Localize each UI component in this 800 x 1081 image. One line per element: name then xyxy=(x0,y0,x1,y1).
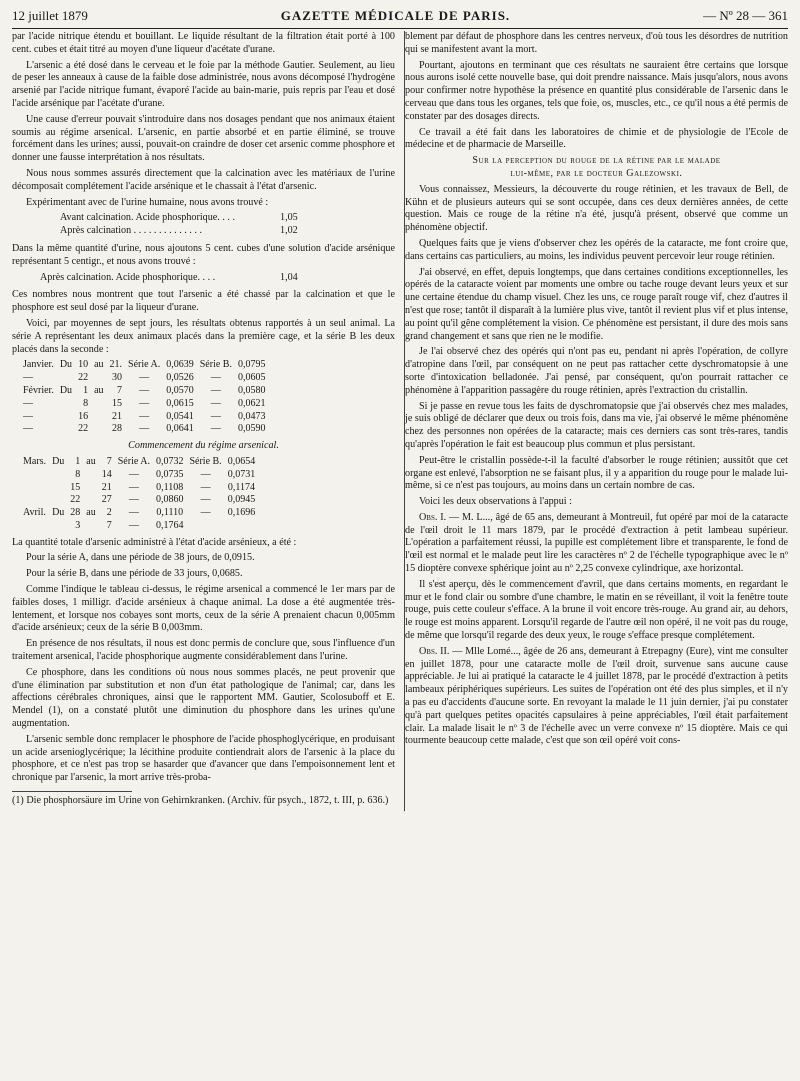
table-cell: 21. xyxy=(109,359,123,371)
table-cell: 21 xyxy=(101,481,112,493)
table-cell xyxy=(57,423,75,436)
table-row xyxy=(20,385,268,398)
table-cell: 0,1764 xyxy=(155,519,184,531)
measurement-row xyxy=(12,212,395,225)
table-cell: — xyxy=(128,468,139,480)
paragraph: Comme l'indique le tableau ci-dessus, le régime arsenical a commencé le 1er mars par de faibles doses, 1 milligr. d'acide arsénieux à chaque animal. La dose a été augmentée très-lentement, et lorsque nos cobayes sont morts, ceux de la série A prenaient chacun 0,005mm d'acide arsénieux; ceux de la série B 0,003mm. xyxy=(12,584,395,634)
table-cell: Janvier. xyxy=(23,359,54,371)
table-cell: — xyxy=(139,372,150,384)
table-cell: — xyxy=(200,468,211,480)
paragraph: Voici les deux observations à l'appui : xyxy=(419,496,572,508)
journal-title: GAZETTE MÉDICALE DE PARIS. xyxy=(280,8,511,23)
table-cell: — xyxy=(128,519,139,531)
table-cell: 0,0795 xyxy=(237,359,266,371)
table-cell: — xyxy=(200,507,211,519)
table-cell: Avril. xyxy=(23,507,46,519)
table-cell: 0,1174 xyxy=(227,481,255,493)
table-cell: 0,0731 xyxy=(227,468,256,480)
table-cell: — xyxy=(200,481,211,493)
table-cell: — xyxy=(210,384,221,396)
paragraph: Expérimentant avec de l'urine humaine, nous avons trouvé : xyxy=(26,196,269,208)
header-date: 12 juillet 1879 xyxy=(12,8,88,23)
table-caption: Commencement du régime arsenical. xyxy=(128,440,279,452)
table-cell: au xyxy=(86,507,96,519)
paragraph: L'arsenic semble donc remplacer le phosphore de l'acide phosphoglycérique, en produisant un acide arsenioglycérique; la lécithine produite contiendrait alors de l'arsenic à la place du phosphore, et ce n'est pas trop se hasarder que d'avancer que dans l'empoisonnement lent et chronique par l'arsenic, la mort arrive très-proba- xyxy=(12,733,395,784)
measurement-value: 1,02 xyxy=(280,225,298,237)
table-cell xyxy=(49,494,67,507)
table-cell xyxy=(91,423,106,436)
table-cell: — xyxy=(23,372,33,384)
paragraph: Il s'est aperçu, dès le commencement d'avril, que dans certains moments, en regardant le mur et le fond clair ou sombre d'une chambre, le matin en se réveillant, il voit la fenêtre toute rouge, puis cette couleur s'efface. A la brune il voit encore très-rouge. Au grand air, au dehors, le rouge est moins apparent. Lorsqu'il regarde de l'autre œil non opéré, il ne voit pas du rouge, de même que lorsqu'il regarde des deux yeux, le rouge s'efface presque complétement. xyxy=(405,578,788,642)
table-cell: — xyxy=(23,397,33,409)
paragraph: Nous nous sommes assurés directement que la calcination avec les matériaux de l'urine décomposait complétement l'acide arsénique et le chassait à l'état d'arsenic. xyxy=(12,167,395,192)
table-cell: 0,0605 xyxy=(237,372,266,384)
table-cell: 2 xyxy=(106,507,112,519)
footnote: (1) Die phosphorsäure im Urine von Gehirnkranken. (Archiv. für psych., 1872, t. III, p. 636.) xyxy=(12,795,389,807)
table-cell: — xyxy=(200,494,211,506)
table-cell: 7 xyxy=(117,384,123,396)
observation-label: Obs. I. xyxy=(419,511,447,523)
paragraph: Pour la série B, dans une période de 33 jours, 0,0685. xyxy=(26,568,243,580)
section-title-line-2: lui-même, par le docteur Galezowski. xyxy=(510,167,683,179)
paragraph: J'ai observé, en effet, depuis longtemps, que dans certaines conditions exceptionnelles, les opérés de la cataracte voient par moments une ombre ou tache rouge devant leurs yeux et sur une certaine étendue du champ visuel. Chez les uns, ce rouge paraît rouge vif, chez d'autres il n'est que rose; tantôt il disparaît à la lumière plus vive, tantôt il revient plus vif et plus intense, au point qu'il gêne complétement la vision. Ce phénomène est persistant, il dure des mois sans grand changement et sans que rien ne le modifie. xyxy=(405,266,788,342)
observation-paragraph xyxy=(405,512,788,576)
table-cell: 0,0570 xyxy=(166,384,194,396)
table-cell: Série B. xyxy=(189,455,222,467)
table-row xyxy=(20,411,268,424)
table-cell: 21 xyxy=(112,410,123,422)
table-cell: 16 xyxy=(78,410,89,422)
table-cell xyxy=(20,520,49,533)
table-cell: — xyxy=(139,410,150,422)
observation-text: — M. L..., âgé de 65 ans, demeurant à Montreuil, fut opéré par moi de la cataracte de l'œil droit le 11 mars 1879, par le procédé d'extraction à petit lambeau supérieur. L'opération a parfaitement réussi, la pupille est complétement libre et transparente, le fond de l'œil est normal et le malade peut lire les caractères nº 2 de l'échelle typographique avec le nº 15 dioptère convexe sphérique joint au nº 2,25 convexe cylindrique, axe horizontal. xyxy=(405,511,788,575)
table-cell: Du xyxy=(59,384,73,396)
section-title-line-1: Sur la perception du rouge de la rétine par le malade xyxy=(472,155,721,167)
table-cell: 14 xyxy=(101,468,112,480)
paragraph: Voici, par moyennes de sept jours, les résultats obtenus rapportés à un seul animal. La série A représentant les deux animaux placés dans la première cage, et la série B les deux placés dans la seconde : xyxy=(12,317,395,355)
results-table-before xyxy=(20,359,268,436)
table-cell: au xyxy=(86,455,96,467)
table-cell: 0,1110 xyxy=(156,507,184,519)
table-cell: Mars. xyxy=(23,455,47,467)
table-cell: Du xyxy=(52,455,65,467)
two-column-body xyxy=(12,31,788,811)
measurement-list xyxy=(12,272,395,285)
paragraph: Dans la même quantité d'urine, nous ajoutons 5 cent. cubes d'une solution d'acide arsénique représentant 5 centigr., et nous avons trouvé : xyxy=(12,242,395,267)
table-cell: 15 xyxy=(112,397,123,409)
paragraph: Vous connaissez, Messieurs, la découverte du rouge rétinien, et les travaux de Bell, de Kühn et de plusieurs auteurs qui se sont occupée, dans ces deux dernières années, de cette question. Mais ce rouge de la rétine n'a été, jusqu'à présent, observé que comme un phénomène objectif. xyxy=(405,183,788,234)
measurement-label: Après calcination. Acide phosphorique. . . . xyxy=(40,271,216,283)
paragraph: Pourtant, ajoutons en terminant que ces résultats ne sauraient être certains que lorsque nous aurons isolé cette nouvelle base, qui doit prendre naissance. Mais jusqu'alors, nous avons pour confirmer notre hypothèse la présence en quantité plus considérable de l'arsenic dans le cerveau que dans tous les organes, tels que foie, os, muscles, etc., ce qu'il nous a été permis de constater par des dosages directs. xyxy=(405,59,788,122)
paragraph: En présence de nos résultats, il nous est donc permis de conclure que, sous l'influence d'un traitement arsenical, l'acide phosphorique augmente considérablement dans l'urine. xyxy=(12,638,395,663)
table-row xyxy=(20,456,258,469)
table-row xyxy=(20,507,258,520)
table-cell: — xyxy=(139,423,150,435)
measurement-label: Après calcination . . . . . . . . . . . . . . xyxy=(60,225,203,237)
table-cell: 1 xyxy=(83,384,89,396)
table-cell: Série B. xyxy=(199,359,232,371)
table-cell xyxy=(57,372,75,385)
table-cell: Du xyxy=(59,359,73,371)
paragraph: L'arsenic a été dosé dans le cerveau et le foie par la méthode Gautier. Seulement, au lieu de peser les anneaux à cause de la faible dose administrée, nous avons décomposé l'hydrogène arsenié par l'acide nitrique fumant, évaporé l'acide au bain-marie, puis repris par l'eau et dosé l'acide arsénique par l'acétate d'urane. xyxy=(12,59,395,109)
header-rule xyxy=(12,28,788,29)
table-cell: au xyxy=(94,359,104,371)
table-cell: 0,0615 xyxy=(166,397,194,409)
measurement-value: 1,04 xyxy=(280,271,298,283)
table-row xyxy=(20,372,268,385)
paragraph: Je l'ai observé chez des opérés qui n'ont pas eu, pendant ni après l'opération, de collyre d'atropine dans l'œil, par conséquent on ne peut pas rattacher cette dyschromatopsie à une sorte d'intoxication belladonée. J'ai pensé, par conséquent, qu'on pourrait rattacher ce phénomène à l'apparition passagère du rouge rétinien, après l'extraction du cristallin. xyxy=(405,346,788,396)
measurement-list xyxy=(12,212,395,238)
column-divider xyxy=(404,31,405,811)
section-title xyxy=(405,155,788,181)
measurement-row xyxy=(12,272,395,285)
observation-label: Obs. II. xyxy=(419,645,450,657)
table-cell: 0,0541 xyxy=(166,410,194,422)
paragraph: Ce travail a été fait dans les laboratoires de chimie et de physiologie de l'Ecole de médecine et de pharmacie de Marseille. xyxy=(405,126,788,151)
table-cell: — xyxy=(210,372,221,384)
table-row xyxy=(20,520,258,533)
table-cell xyxy=(49,469,67,482)
table-cell: 0,0654 xyxy=(227,455,256,467)
table-cell xyxy=(20,494,49,507)
table-cell: 8 xyxy=(83,397,89,409)
table-cell: — xyxy=(23,410,33,422)
table-row xyxy=(20,359,268,372)
paragraph: Si je passe en revue tous les faits de dyschromatopsie que j'ai observés chez mes malades, je suis obligé de déclarer que deux ou trois fois, dans ma vie, j'ai observé le même phénomène chez des personnes non opérées de la cataracte; mais ces derniers cas sont très-rares, tandis qu'après l'opération le fait est beaucoup plus commun et plus persistant. xyxy=(405,400,788,450)
results-table-arsenical xyxy=(20,456,258,533)
measurement-value: 1,05 xyxy=(280,212,298,224)
table-cell: — xyxy=(210,423,221,435)
table-cell: — xyxy=(210,410,221,422)
paragraph: blement par défaut de phosphore dans les centres nerveux, d'où tous les désordres de nutrition qui se manifestent avant la mort. xyxy=(405,31,788,55)
paragraph: Ces nombres nous montrent que tout l'arsenic a été chassé par la calcination et que le phosphore est seul dosé par la liqueur d'urane. xyxy=(12,289,395,314)
paragraph: Une cause d'erreur pouvait s'introduire dans nos dosages pendant que nos animaux étaient soumis au régime arsenical. L'arsenic, en partie absorbé et en partie éliminé, se trouve forcément dans les urines; aussi, pouvait-on craindre de doser cet arsenic comme phosphore et donner une fausse interprétation à nos résultats. xyxy=(12,113,395,164)
page-header xyxy=(12,8,788,28)
measurement-label: Avant calcination. Acide phosphorique. . . . xyxy=(60,212,235,224)
table-cell: — xyxy=(23,423,33,435)
table-cell: Du xyxy=(52,507,65,519)
table-cell: — xyxy=(128,481,139,493)
table-cell: 0,0641 xyxy=(166,423,194,435)
table-cell xyxy=(20,469,49,482)
measurement-row xyxy=(12,225,395,238)
table-cell: 0,0526 xyxy=(166,372,194,384)
table-cell xyxy=(49,482,67,495)
table-cell xyxy=(83,482,98,495)
table-cell: 22 xyxy=(78,423,89,435)
table-cell xyxy=(91,398,106,411)
table-cell: au xyxy=(94,384,104,396)
table-cell: 28 xyxy=(112,423,123,435)
paragraph: Quelques faits que je viens d'observer chez les opérés de la cataracte, me font croire que, dans certains cas particuliers, au moins, les individus peuvent percevoir leur rouge rétinien. xyxy=(405,237,788,262)
paragraph: Peut-être le cristallin possède-t-il la faculté d'absorber le rouge rétinien; aussitôt que cet organe est enlevé, l'absorption ne se faisant plus, il y a apparition du rouge pour le malade lui-même, si ce n'est pas toujours, au moins dans un certain nombre de cas. xyxy=(405,454,788,492)
table-cell: 0,0945 xyxy=(227,494,256,506)
observation-paragraph xyxy=(405,646,788,748)
table-cell xyxy=(57,411,75,424)
table-cell xyxy=(83,494,98,507)
table-cell: 22 xyxy=(78,372,89,384)
table-cell xyxy=(91,411,106,424)
table-cell xyxy=(225,520,259,533)
table-cell: 0,0735 xyxy=(155,468,184,480)
table-cell: — xyxy=(139,384,150,396)
table-cell: 10 xyxy=(78,359,89,371)
paragraph: par l'acide nitrique étendu et bouillant. Le liquide résultant de la filtration était porté à 100 cent. cubes et était titré au moyen d'une liqueur d'acétate d'urane. xyxy=(12,31,395,55)
table-cell xyxy=(83,469,98,482)
table-cell xyxy=(57,398,75,411)
paragraph: Ce phosphore, dans les conditions où nous nous sommes placés, ne peut provenir que d'une élimination par substitution et non d'un état pathologique de l'animal; car, dans les affections cérébrales chroniques, ainsi que le rapportent MM. Gautier, Scolosuboff et E. Mendel (1), on a constaté plutôt une diminution du phosphore dans les urines qu'une augmentation. xyxy=(12,666,395,730)
observation-text: — Mlle Lomé..., âgée de 26 ans, demeurant à Etrepagny (Eure), vint me consulter en juillet 1878, pour une cataracte molle de l'œil droit, survenue sans aucune cause appréciable. Je lui ai pratiqué la cataracte le 4 juillet 1878, par le procédé d'extraction à petits lambeaux périphériques supérieurs. Les suites de l'opération ont été des plus simples, et il n'y a pas eu d'accidents d'aucune sorte. En revoyant la malade le 11 juin dernier, j'ai pu constater qu'à part quelques petites opacités capsulaires à peine appréciables, l'œil était parfaitement clair. La malade lisait le nº 3 de l'échelle avec un verre convexe nº 15 dioptère. Mais ce qui tourmente beaucoup cette malade, c'est que son œil opéré voit cons- xyxy=(405,645,789,747)
table-cell: — xyxy=(139,397,150,409)
table-cell: 1 xyxy=(75,455,81,467)
table-cell: — xyxy=(128,494,139,506)
table-row xyxy=(20,469,258,482)
table-cell: 15 xyxy=(70,481,81,493)
table-cell xyxy=(91,372,106,385)
table-cell: 0,0860 xyxy=(155,494,184,506)
table-cell: Série A. xyxy=(117,455,150,467)
paragraph: La quantité totale d'arsenic administré à l'état d'acide arsénieux, a été : xyxy=(12,536,297,548)
table-row xyxy=(20,482,258,495)
table-cell xyxy=(186,520,224,533)
table-cell: 0,0590 xyxy=(237,423,266,435)
table-row xyxy=(20,398,268,411)
table-cell: Série A. xyxy=(128,359,161,371)
table-cell: 27 xyxy=(101,494,112,506)
issue-and-page-number: — Nº 28 — 361 xyxy=(703,8,788,23)
table-cell: 8 xyxy=(75,468,81,480)
table-cell: 28 xyxy=(70,507,81,519)
table-cell: 0,0621 xyxy=(237,397,266,409)
table-cell xyxy=(83,520,98,533)
table-row xyxy=(20,423,268,436)
table-cell: 0,1108 xyxy=(156,481,184,493)
table-cell: — xyxy=(128,507,139,519)
table-cell: 30 xyxy=(112,372,123,384)
table-cell: 7 xyxy=(106,455,112,467)
table-cell: 3 xyxy=(75,519,81,531)
table-cell: 0,0732 xyxy=(155,455,184,467)
table-cell: 22 xyxy=(70,494,81,506)
table-cell: — xyxy=(210,397,221,409)
footnote-rule xyxy=(12,791,132,792)
paragraph: Pour la série A, dans une période de 38 jours, de 0,0915. xyxy=(26,552,255,564)
table-cell: 0,0580 xyxy=(237,384,266,396)
table-cell xyxy=(49,520,67,533)
table-cell: 0,0473 xyxy=(237,410,266,422)
table-cell: Février. xyxy=(23,384,54,396)
left-column xyxy=(12,31,395,811)
table-cell: 0,0639 xyxy=(166,359,194,371)
table-row xyxy=(20,494,258,507)
table-cell xyxy=(20,482,49,495)
right-column xyxy=(405,31,788,811)
table-cell: 7 xyxy=(106,519,112,531)
table-cell: 0,1696 xyxy=(227,507,256,519)
